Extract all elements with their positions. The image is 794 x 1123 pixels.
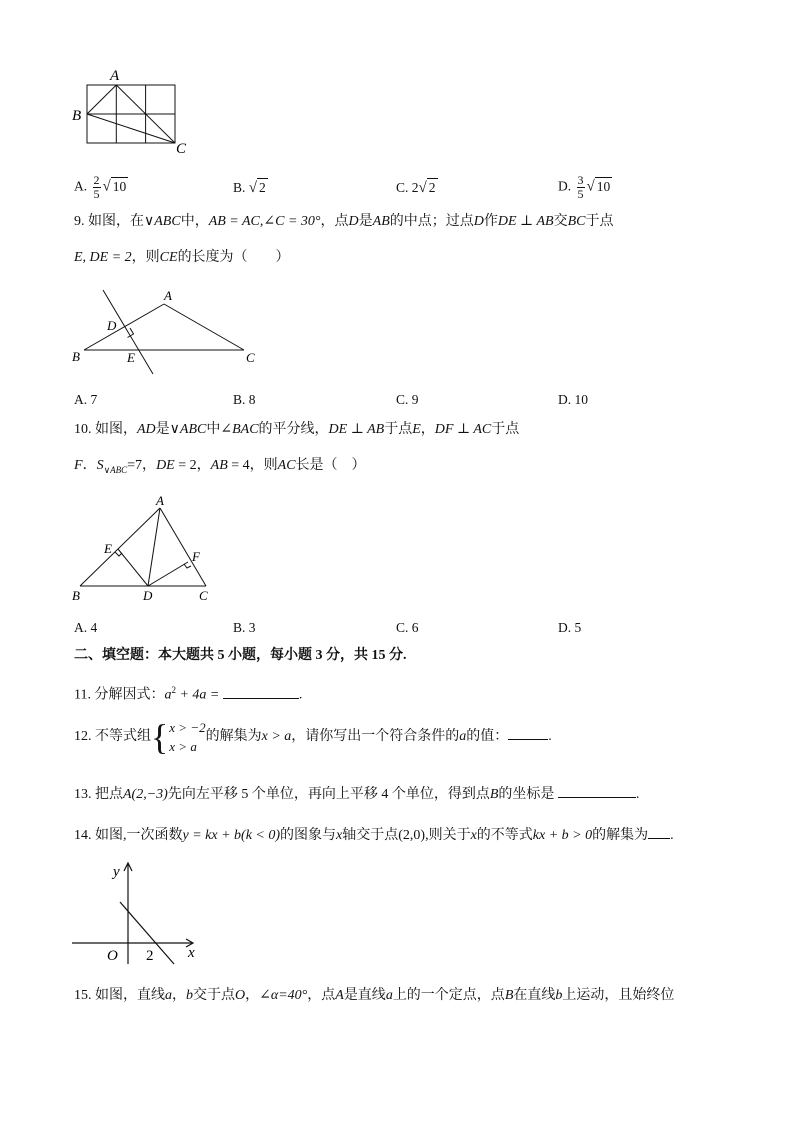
label-2: 2: [146, 948, 154, 964]
q9-figure: [66, 284, 266, 378]
q8-option-d[interactable]: D. $\frac{3}{5}$ √ 10: [558, 173, 611, 201]
label-a: A: [156, 494, 164, 508]
q12-stem: 12. 不等式组{ x > −2 x > a 的解集为x > a，请你写出一个符合条件的a的值： .: [74, 716, 552, 757]
q10-option-a[interactable]: A. 4: [74, 620, 98, 635]
side-ab: [87, 85, 116, 114]
q10-option-c[interactable]: C. 6: [396, 620, 419, 635]
label-d: D: [143, 588, 153, 603]
q9-option-c[interactable]: C. 9: [396, 392, 419, 407]
sqrt-icon: √: [418, 180, 427, 196]
sqrt-icon: √: [102, 178, 111, 195]
right-angle-mark-f: [184, 564, 191, 568]
fraction: $\frac{3}{5}$: [577, 173, 584, 201]
q11-stem: 11. 分解因式：$a^2 + 4a$ = .: [74, 685, 303, 703]
q9-option-a[interactable]: A. 7: [74, 392, 98, 407]
label-e: E: [104, 541, 112, 556]
label-d: D: [107, 318, 117, 333]
side-bc: [87, 114, 175, 143]
side-ac: [164, 304, 244, 350]
label-c: C: [176, 141, 187, 157]
q9-option-b[interactable]: B. 8: [233, 392, 256, 407]
q13-stem: 13. 把点A(2,−3)先向左平移 5 个单位，再向上平移 4 个单位，得到点B的坐标是 .: [74, 787, 640, 802]
section-heading: 二、填空题：本大题共 5 小题，每小题 3 分，共 15 分.: [74, 648, 407, 663]
brace-icon: {: [151, 716, 169, 757]
answer-blank[interactable]: [648, 826, 670, 839]
q9-stem-line2: E, DE = 2，则CE的长度为（ ）: [74, 250, 290, 265]
fraction: $\frac{2}{5}$: [93, 173, 100, 201]
q9-option-d[interactable]: D. 10: [558, 392, 588, 407]
q10-figure: [66, 494, 226, 606]
q8-figure: [68, 64, 198, 160]
label-b: B: [72, 108, 82, 124]
q8-option-c[interactable]: C. 2√ 2: [396, 180, 436, 196]
label-x: x: [188, 945, 195, 961]
answer-blank[interactable]: [508, 727, 548, 740]
label-o: O: [107, 948, 118, 964]
line-df: [148, 562, 188, 586]
label-y: y: [113, 864, 120, 880]
label-a: A: [164, 288, 172, 303]
line-de: [118, 549, 148, 586]
label-e: E: [127, 350, 135, 365]
q8-option-b[interactable]: B. √ 2: [233, 180, 266, 196]
label-c: C: [246, 350, 255, 365]
q9-stem-line1: 9. 如图，在∨ABC中，AB = AC,∠C = 30°，点D是AB的中点；过点D作DE ⊥ AB交BC于点: [74, 214, 614, 229]
label-c: C: [199, 588, 208, 603]
answer-blank[interactable]: [223, 686, 299, 699]
q15-stem: 15. 如图，直线a，b交于点O，∠α=40°，点A是直线a上的一个定点，点B在直线b上运动，且始终位: [74, 988, 675, 1003]
label-b: B: [72, 349, 80, 364]
q10-option-d[interactable]: D. 5: [558, 620, 582, 635]
side-ab: [80, 508, 160, 586]
sqrt-icon: √: [586, 178, 595, 195]
q10-stem-line2: F．$S_{\vee ABC}=7$，DE = 2，AB = 4，则AC长是（ ）: [74, 458, 366, 475]
sqrt-icon: √: [248, 180, 257, 196]
label-b: B: [72, 588, 80, 603]
q10-option-b[interactable]: B. 3: [233, 620, 256, 635]
line-ad: [148, 508, 160, 586]
answer-blank[interactable]: [558, 785, 636, 798]
q10-stem-line1: 10. 如图，AD是∨ABC中∠BAC的平分线，DE ⊥ AB于点E，DF ⊥ AC于点: [74, 422, 520, 437]
label-a: A: [110, 68, 120, 84]
side-ab: [84, 304, 164, 350]
q8-option-a[interactable]: A. $\frac{2}{5}$ √ 10: [74, 173, 127, 201]
label-f: F: [192, 549, 200, 564]
q14-stem: 14. 如图,一次函数y = kx + b(k < 0)的图象与x轴交于点(2,0),则关于x的不等式kx + b > 0的解集为 .: [74, 828, 674, 843]
q14-figure: [66, 858, 216, 968]
